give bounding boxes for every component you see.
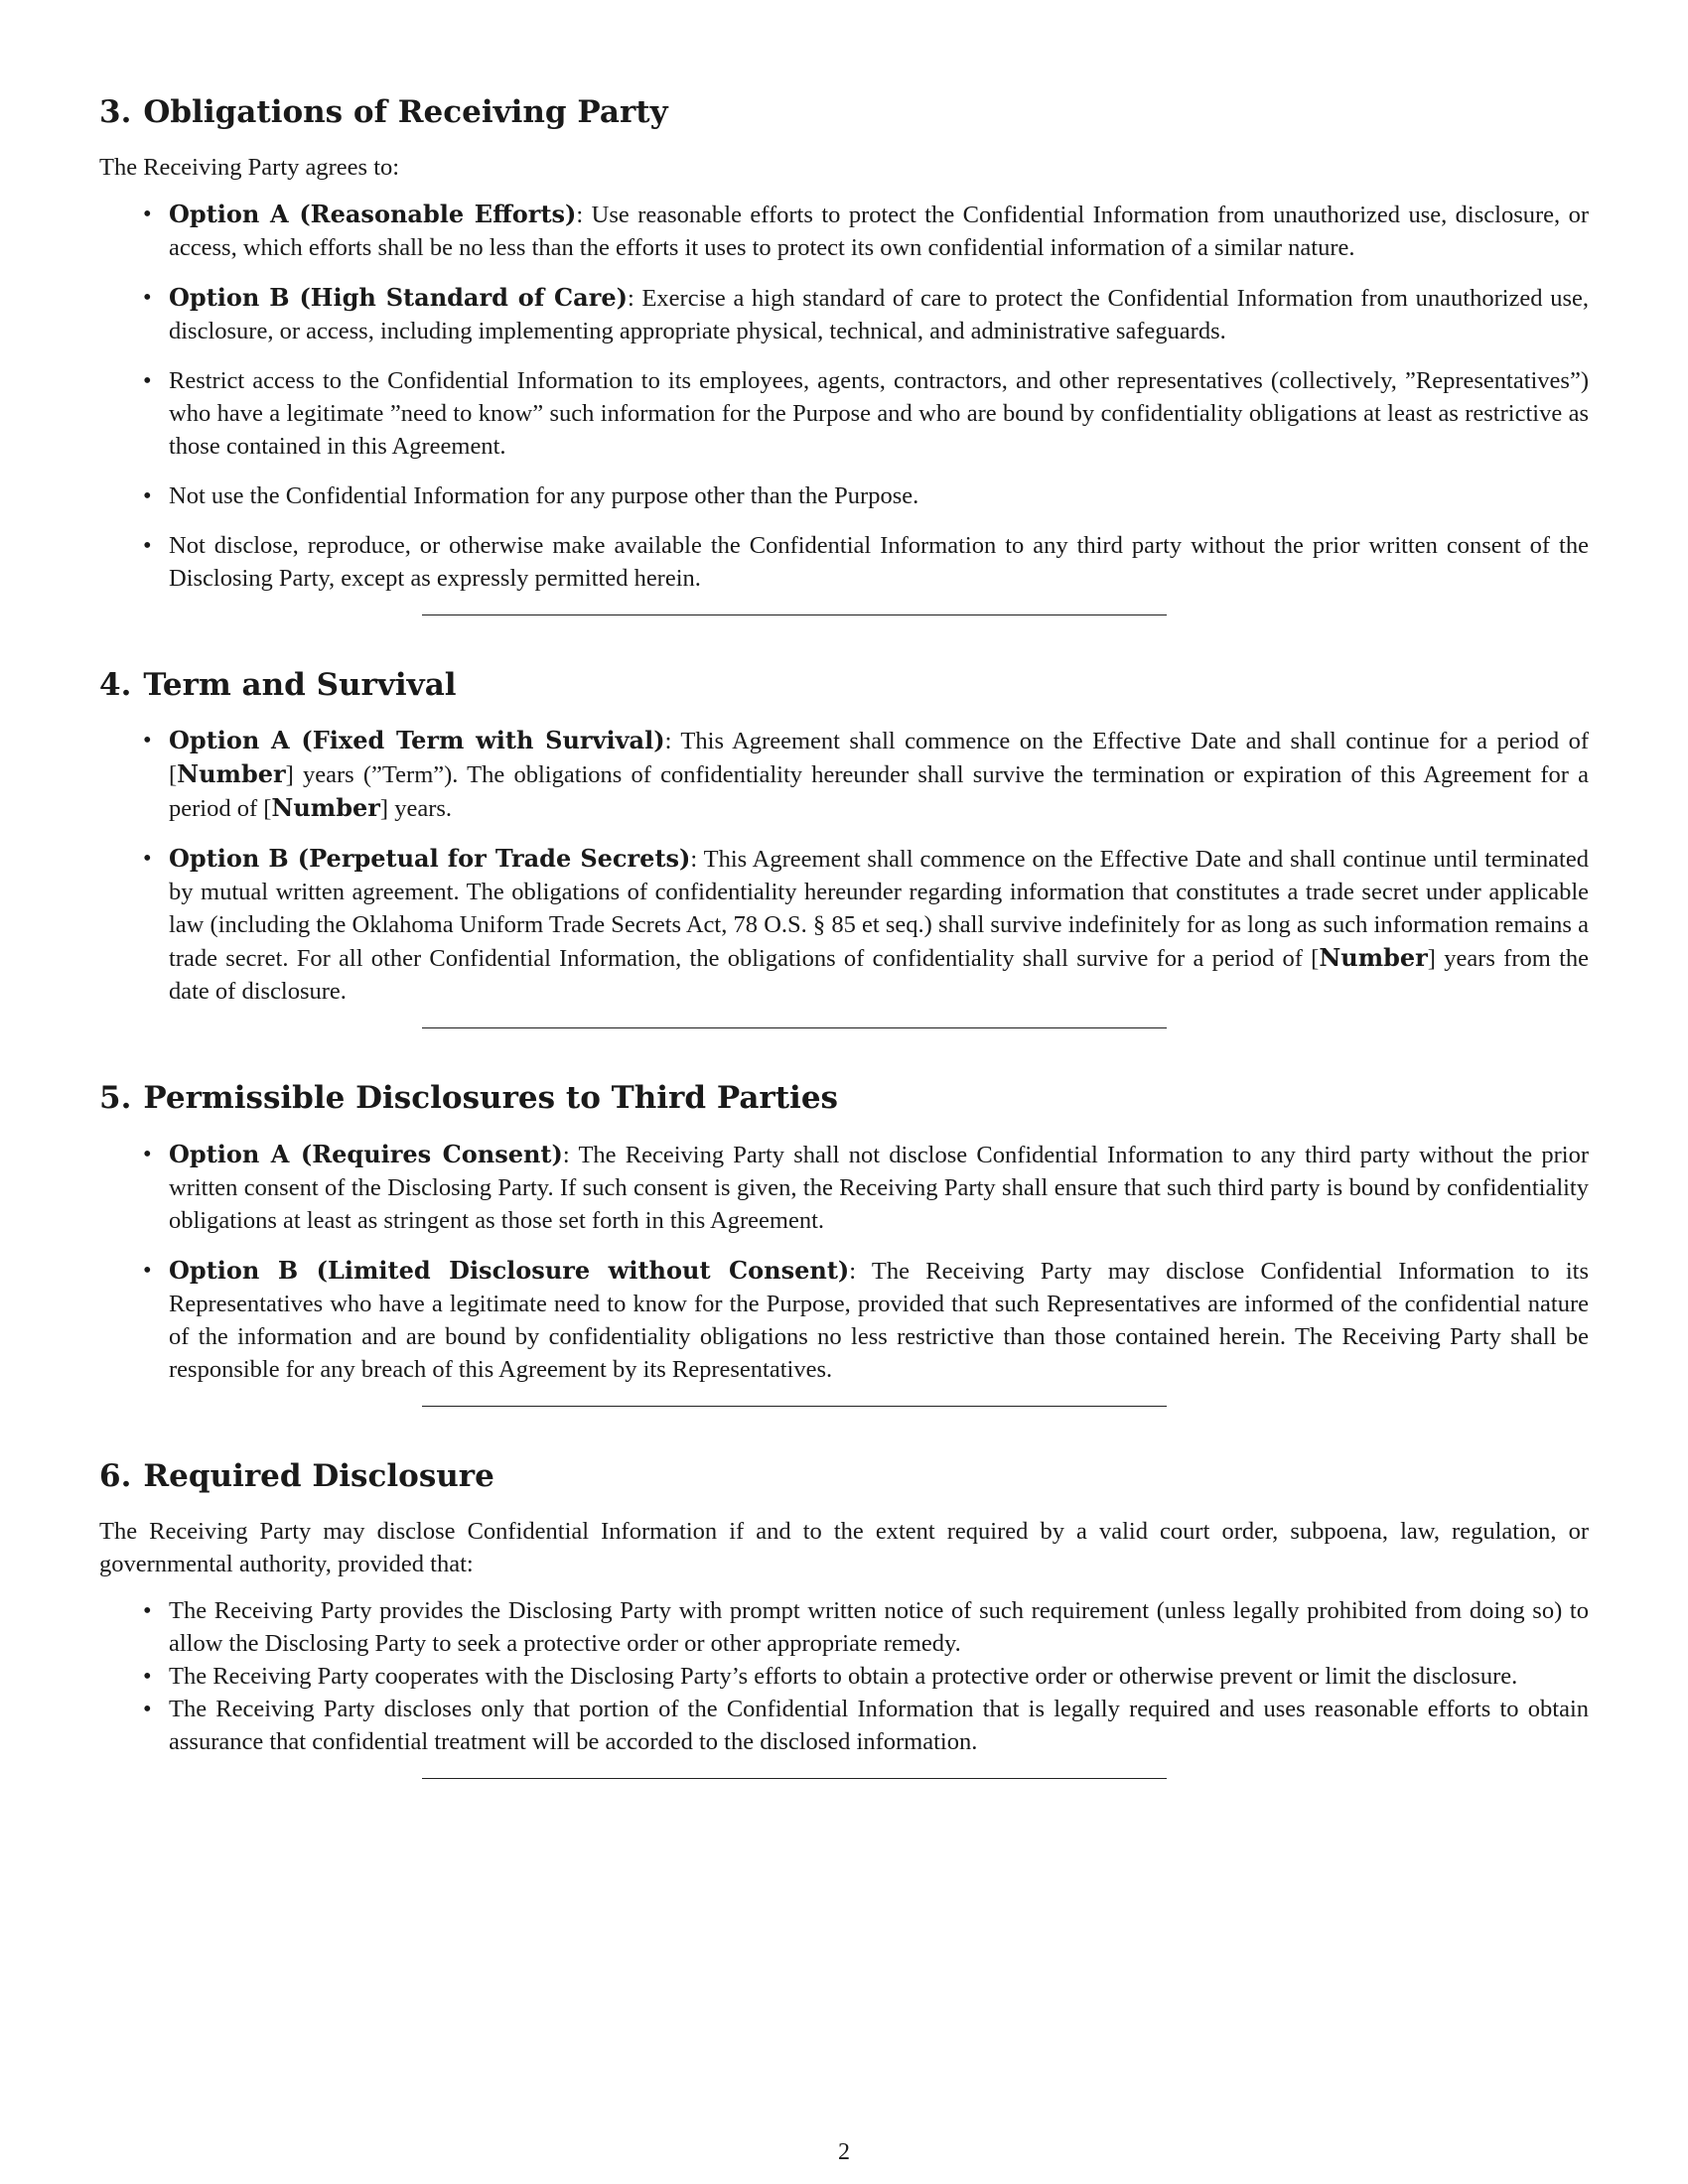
section-heading: 5. Permissible Disclosures to Third Parties — [99, 1080, 839, 1117]
section-required-disclosure — [99, 1458, 1589, 1779]
list-item: • The Receiving Party discloses only that portion of the Confidential Information that is legally required and uses reasonable efforts to obtain assurance that confidential treatment will be accorded to the disclosed information. — [169, 1693, 1589, 1758]
list-item: • Option B (Perpetual for Trade Secrets): This Agreement shall commence on the Effective Date and shall continue until terminated by mutual written agreement. The obligations of confidentiality hereunder regarding information that constitutes a trade secret under applicable law (including the Oklahoma Uniform Trade Secrets Act, 78 O.S. § 85 et seq.) shall survive indefinitely for as long as such information remains a trade secret. For all other Confidential Information, the obligations of confidentiality shall survive for a period of [Number] years from the date of disclosure. — [169, 842, 1589, 1008]
list-item: • Not disclose, reproduce, or otherwise make available the Confidential Information to any third party without the prior written consent of the Disclosing Party, except as expressly permitted herein. — [169, 529, 1589, 595]
bullet-list — [99, 724, 1589, 1008]
section-term-survival — [99, 667, 1589, 1028]
horizontal-rule — [422, 1027, 1167, 1028]
section-obligations — [99, 94, 1589, 615]
horizontal-rule — [422, 1778, 1167, 1779]
section-heading: 4. Term and Survival — [99, 667, 457, 704]
section-intro: The Receiving Party may disclose Confidential Information if and to the extent required by a valid court order, subpoena, law, regulation, or governmental authority, provided that: — [99, 1517, 1589, 1577]
list-item: • Restrict access to the Confidential Information to its employees, agents, contractors, and other representatives (collectively, ”Representatives”) who have a legitimate ”need to know” such information for the Purpose and who are bound by confidentiality obligations at least as restrictive as those contained in this Agreement. — [169, 364, 1589, 463]
section-intro: The Receiving Party agrees to: — [99, 154, 400, 182]
section-heading: 3. Obligations of Receiving Party — [99, 94, 668, 130]
list-item: • The Receiving Party cooperates with the Disclosing Party’s efforts to obtain a protective order or otherwise prevent or limit the disclosure. — [169, 1660, 1589, 1693]
placeholder: Number — [271, 793, 380, 823]
list-item: • Not use the Confidential Information for any purpose other than the Purpose. — [169, 479, 1589, 512]
section-permissible-disclosures — [99, 1080, 1589, 1406]
bullet-list — [99, 1138, 1589, 1386]
list-item: • Option A (Requires Consent): The Receiving Party shall not disclose Confidential Information to any third party without the prior written consent of the Disclosing Party. If such consent is given, the Receiving Party shall ensure that such third party is bound by confidentiality obligations at least as stringent as those set forth in this Agreement. — [169, 1138, 1589, 1237]
bullet-list — [99, 1594, 1589, 1758]
placeholder: Number — [177, 759, 286, 789]
horizontal-rule — [422, 1406, 1167, 1407]
placeholder: Number — [1319, 943, 1428, 973]
list-item: • Option B (High Standard of Care): Exercise a high standard of care to protect the Confidential Information from unauthorized use, disclosure, or access, including implementing appropriate physical, technical, and administrative safeguards. — [169, 281, 1589, 347]
document-page — [99, 94, 1589, 1831]
section-heading: 6. Required Disclosure — [99, 1457, 494, 1494]
list-item: • Option B (Limited Disclosure without Consent): The Receiving Party may disclose Confidential Information to its Representatives who have a legitimate need to know for the Purpose, provided that such Representatives are informed of the confidential nature of the information and are bound by confidentiality obligations no less restrictive than those contained herein. The Receiving Party shall be responsible for any breach of this Agreement by its Representatives. — [169, 1254, 1589, 1386]
page-number: 2 — [838, 2139, 850, 2165]
horizontal-rule — [422, 614, 1167, 615]
bullet-list — [99, 198, 1589, 595]
list-item: • Option A (Fixed Term with Survival): This Agreement shall commence on the Effective Date and shall continue for a period of [Number] years (”Term”). The obligations of confidentiality hereunder shall survive the termination or expiration of this Agreement for a period of [Number] years. — [169, 724, 1589, 825]
list-item: • Option A (Reasonable Efforts): Use reasonable efforts to protect the Confidential Information from unauthorized use, disclosure, or access, which efforts shall be no less than the efforts it uses to protect its own confidential information of a similar nature. — [169, 198, 1589, 264]
list-item: • The Receiving Party provides the Disclosing Party with prompt written notice of such requirement (unless legally prohibited from doing so) to allow the Disclosing Party to seek a protective order or other appropriate remedy. — [169, 1594, 1589, 1660]
